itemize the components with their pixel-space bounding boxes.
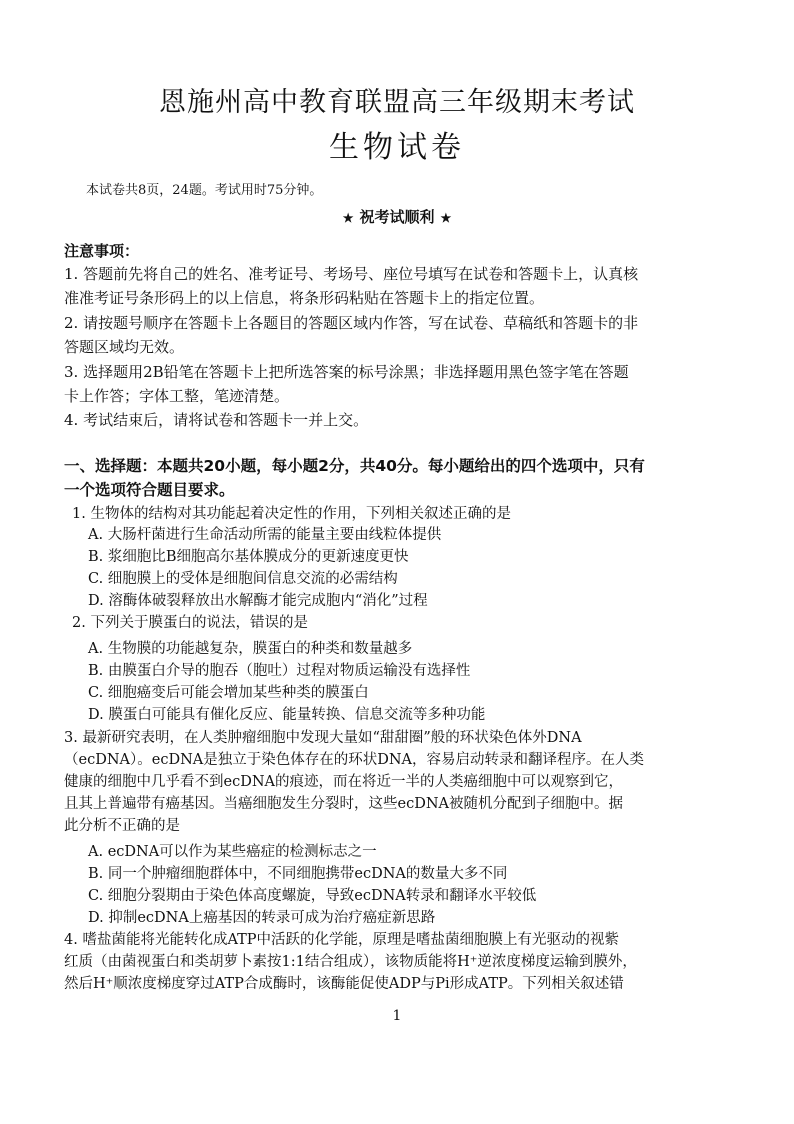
question-option: D. 膜蛋白可能具有催化反应、能量转换、信息交流等多种功能 bbox=[88, 707, 486, 723]
question-stem: 健康的细胞中几乎看不到ecDNA的痕迹，而在将近一半的人类癌细胞中可以观察到它， bbox=[64, 774, 623, 790]
exam-title: 恩施州高中教育联盟高三年级期末考试 bbox=[159, 87, 635, 118]
question-stem: 4. 嗜盐菌能将光能转化成ATP中活跃的化学能，原理是嗜盐菌细胞膜上有光驱动的视紫 bbox=[64, 932, 620, 948]
notes-line: 答题区域均无效。 bbox=[64, 338, 185, 356]
question-stem: 3. 最新研究表明，在人类肿瘤细胞中发现大量如“甜甜圈”般的环状染色体外DNA bbox=[64, 730, 582, 746]
question-stem: 此分析不正确的是 bbox=[64, 818, 180, 834]
question-option: C. 细胞分裂期由于染色体高度螺旋，导致ecDNA转录和翻译水平较低 bbox=[88, 888, 537, 904]
question-stem: 1. 生物体的结构对其功能起着决定性的作用，下列相关叙述正确的是 bbox=[72, 506, 511, 522]
notes-line: 2. 请按题号顺序在答题卡上各题目的答题区域内作答，写在试卷、草稿纸和答题卡的非 bbox=[64, 314, 639, 332]
section-heading: 一、选择题：本题共20小题，每小题2分，共40分。每小题给出的四个选项中，只有 bbox=[64, 457, 645, 475]
notes-line: 1. 答题前先将自己的姓名、准考证号、考场号、座位号填写在试卷和答题卡上，认真核 bbox=[64, 265, 639, 283]
question-option: B. 浆细胞比B细胞高尔基体膜成分的更新速度更快 bbox=[88, 549, 409, 565]
question-option: C. 细胞膜上的受体是细胞间信息交流的必需结构 bbox=[88, 571, 398, 587]
section-heading: 一个选项符合题目要求。 bbox=[64, 481, 235, 499]
question-stem: 红质（由菌视蛋白和类胡萝卜素按1:1结合组成），该物质能将H⁺逆浓度梯度运输到膜外， bbox=[64, 954, 637, 970]
notes-line: 卡上作答；字体工整，笔迹清楚。 bbox=[64, 387, 290, 405]
question-stem: 然后H⁺顺浓度梯度穿过ATP合成酶时，该酶能促使ADP与Pi形成ATP。下列相关叙述错 bbox=[64, 976, 624, 992]
subject-title: 生物试卷 bbox=[329, 130, 465, 165]
question-option: B. 由膜蛋白介导的胞吞（胞吐）过程对物质运输没有选择性 bbox=[88, 663, 471, 679]
question-option: C. 细胞癌变后可能会增加某些种类的膜蛋白 bbox=[88, 685, 369, 701]
notes-line: 4. 考试结束后，请将试卷和答题卡一并上交。 bbox=[64, 411, 369, 429]
page-number: 1 bbox=[392, 1008, 402, 1024]
question-option: A. ecDNA可以作为某些癌症的检测标志之一 bbox=[88, 844, 377, 860]
question-stem: 2. 下列关于膜蛋白的说法，错误的是 bbox=[72, 615, 308, 631]
wish-line bbox=[0, 206, 794, 227]
question-option: D. 抑制ecDNA上癌基因的转录可成为治疗癌症新思路 bbox=[88, 910, 436, 926]
question-option: B. 同一个肿瘤细胞群体中，不同细胞携带ecDNA的数量大多不同 bbox=[88, 866, 508, 882]
notes-line: 准准考证号条形码上的以上信息，将条形码粘贴在答题卡上的指定位置。 bbox=[64, 289, 545, 307]
question-option: A. 生物膜的功能越复杂，膜蛋白的种类和数量越多 bbox=[88, 641, 413, 657]
star-icon: ★ bbox=[440, 211, 452, 225]
question-option: D. 溶酶体破裂释放出水解酶才能完成胞内“消化”过程 bbox=[88, 593, 428, 609]
exam-meta: 本试卷共8页，24题。考试用时75分钟。 bbox=[86, 183, 323, 198]
question-stem: 且其上普遍带有癌基因。当癌细胞发生分裂时，这些ecDNA被随机分配到子细胞中。据 bbox=[64, 796, 623, 812]
question-option: A. 大肠杆菌进行生命活动所需的能量主要由线粒体提供 bbox=[88, 527, 442, 543]
notes-heading: 注意事项： bbox=[64, 242, 140, 260]
notes-line: 3. 选择题用2B铅笔在答题卡上把所选答案的标号涂黑；非选择题用黑色签字笔在答题 bbox=[64, 363, 629, 381]
question-stem: （ecDNA）。ecDNA是独立于染色体存在的环状DNA，容易启动转录和翻译程序。在人类 bbox=[64, 752, 645, 768]
star-icon: ★ bbox=[342, 211, 354, 225]
wish-text: 祝考试顺利 bbox=[359, 208, 435, 226]
